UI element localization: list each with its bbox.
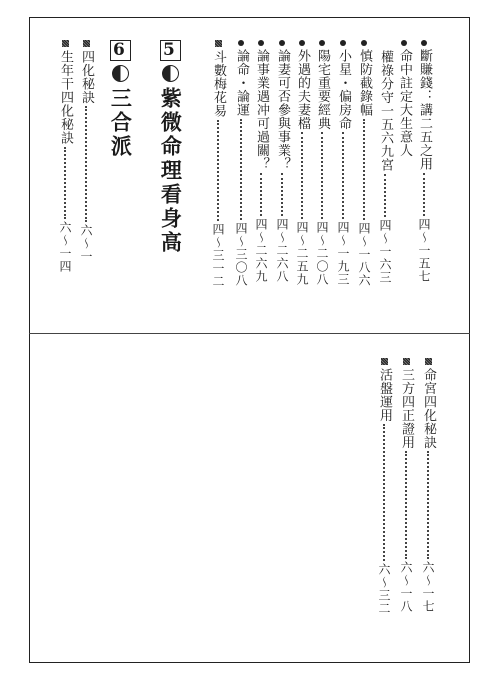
toc-entry-page: 四〜二〇八 (315, 221, 329, 286)
toc-entry-title: 生年干四化秘訣 (58, 50, 73, 145)
toc-entry (398, 40, 411, 157)
chapter-5-heading (158, 40, 184, 255)
leader-dots (217, 120, 219, 222)
leader-dots (423, 173, 425, 217)
toc-entry (378, 358, 391, 615)
toc-entry-page: 四〜一九三 (336, 221, 350, 286)
bullet-icon (299, 40, 305, 46)
toc-entry-title: 權祿分守一五六九宮 (378, 50, 393, 172)
bullet-icon (361, 40, 367, 46)
leader-dots (427, 451, 429, 559)
square-marker-icon (425, 358, 432, 365)
toc-entry (212, 40, 225, 288)
bullet-icon (401, 40, 407, 46)
square-marker-icon (62, 40, 69, 47)
bullet-icon (258, 40, 264, 46)
yin-yang-icon (112, 65, 129, 82)
toc-entry-page: 六〜一八 (399, 561, 413, 613)
toc-entry-title: 陽宅重要經典 (315, 49, 330, 130)
bullet-icon (238, 40, 244, 46)
toc-entry-page: 四〜二五九 (295, 221, 309, 286)
toc-entry (358, 40, 371, 287)
toc-entry-page: 四〜一五七 (417, 218, 431, 283)
toc-entry-page: 四〜三〇八 (234, 222, 248, 287)
leader-dots (383, 424, 385, 561)
leader-dots (260, 173, 262, 217)
square-marker-icon (215, 40, 222, 47)
toc-entry (418, 40, 431, 283)
toc-entry (400, 358, 413, 613)
toc-entry-title: 外遇的夫妻檔 (295, 49, 310, 130)
toc-entry-page: 六〜三二 (377, 563, 391, 615)
toc-entry-page: 六〜一 (79, 224, 93, 263)
toc-entry-title: 活盤運用 (377, 368, 392, 422)
bullet-icon (340, 40, 346, 46)
leader-dots (281, 173, 283, 217)
toc-entry-title: 斗數梅花易 (211, 50, 226, 118)
leader-dots (85, 106, 87, 222)
leader-dots (363, 119, 365, 221)
toc-entry-page: 六〜一四 (58, 221, 72, 273)
toc-entry (235, 40, 248, 287)
leader-dots (321, 132, 323, 219)
toc-entry (276, 40, 289, 283)
toc-entry-title: 命宮四化秘訣 (421, 368, 436, 449)
leader-dots (405, 451, 407, 559)
bullet-icon (421, 40, 427, 46)
page-divider (29, 333, 470, 334)
toc-entry-page: 四〜二六九 (254, 218, 268, 283)
toc-entry (59, 40, 72, 273)
marker-spacer (382, 40, 389, 47)
chapter-6-heading (108, 40, 134, 159)
chapter-6-title: 三合派 (108, 87, 134, 159)
square-marker-icon (403, 358, 410, 365)
toc-entry-page: 四〜三一二 (211, 223, 225, 288)
square-marker-icon (83, 40, 90, 47)
toc-entry-title: 三方四正證用 (399, 368, 414, 449)
yin-yang-icon (162, 65, 179, 82)
toc-entry-title: 斷賺錢：講二五之用 (417, 49, 432, 171)
toc-entry-page: 四〜一六三 (378, 219, 392, 284)
toc-entry-page: 四〜一八六 (357, 222, 371, 287)
toc-entry-page: 四〜二六八 (275, 218, 289, 283)
bullet-icon (319, 40, 325, 46)
toc-entry-title: 命中註定大生意人 (397, 49, 412, 157)
leader-dots (301, 132, 303, 219)
toc-entry (379, 40, 392, 284)
chapter-5-number: 5 (160, 40, 181, 61)
leader-dots (240, 119, 242, 221)
toc-entry-title: 論妻可否參與事業？ (275, 49, 290, 171)
toc-entry-title: 小星・偏房命 (336, 49, 351, 130)
toc-entry-title: 論事業遇冲可過關？ (254, 49, 269, 171)
toc-entry (316, 40, 329, 286)
toc-entry (337, 40, 350, 286)
chapter-5-title: 紫微命理看身高 (158, 87, 184, 255)
toc-entry (255, 40, 268, 283)
toc-entry-title: 論命・論運 (234, 49, 249, 117)
leader-dots (64, 147, 66, 220)
toc-entry-page: 六〜一七 (421, 561, 435, 613)
square-marker-icon (381, 358, 388, 365)
leader-dots (384, 174, 386, 218)
toc-entry (80, 40, 93, 263)
chapter-6-number: 6 (110, 40, 131, 61)
leader-dots (342, 132, 344, 219)
bullet-icon (279, 40, 285, 46)
toc-entry (296, 40, 309, 286)
toc-entry (422, 358, 435, 613)
toc-entry-title: 慎防截錄幅 (357, 49, 372, 117)
toc-entry-title: 四化秘訣 (79, 50, 94, 104)
